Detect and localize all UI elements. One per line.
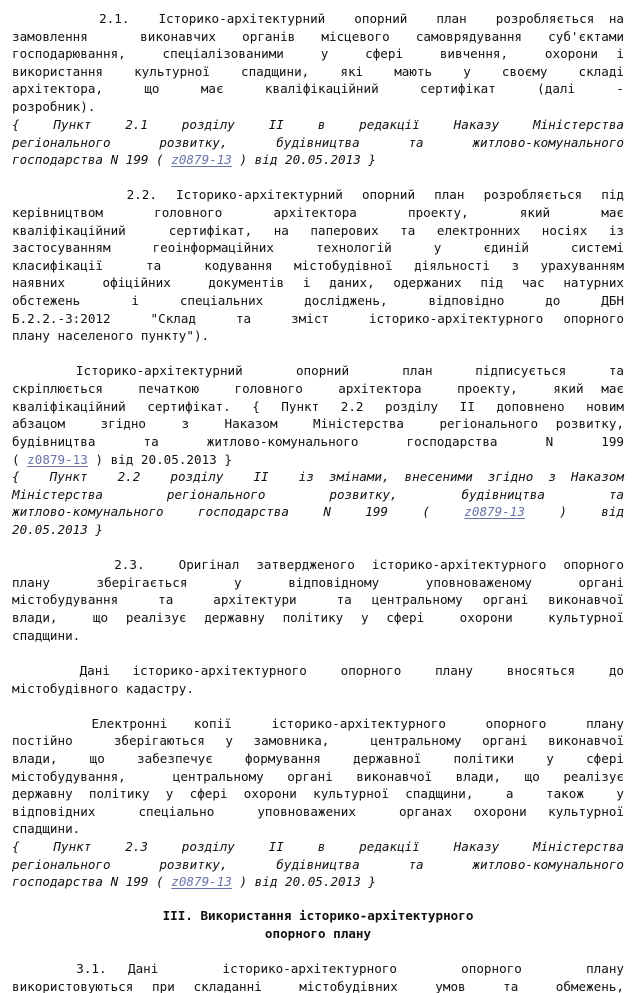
text-line: наявних офіційних документів і даних, одержаних під час натурних (12, 275, 624, 290)
text-line: відповідних спеціально уповноважених органах охорони культурної (12, 804, 624, 819)
text-line: Дані історико-архітектурного опорного плану вносяться до (12, 663, 624, 678)
section-heading: опорного плану (264, 926, 372, 941)
text-segment: ) від 20.05.2013 } (231, 874, 376, 889)
text-line: державну політику у сфері охорони культурної спадщини, а також у (12, 786, 624, 801)
amendment-note-line (12, 873, 624, 891)
amendment-note-line: 20.05.2013 } (12, 522, 103, 537)
text-line: влади, що реалізує державну політику у сфері охорони культурної (12, 610, 624, 625)
text-line: плану населеного пункту"). (12, 328, 210, 343)
document-link[interactable]: z0879-13 (171, 874, 232, 889)
amendment-note-line: { Пункт 2.3 розділу II в редакції Наказу Міністерства (12, 839, 624, 854)
document-link[interactable]: z0879-13 (171, 152, 232, 167)
text-line: плану зберігається у відповідному уповноваженому органі (12, 575, 624, 590)
section-heading: III. Використання історико-архітектурного (162, 908, 474, 923)
text-segment: ) від (524, 504, 624, 519)
amendment-note-line: { Пункт 2.2 розділу II із змінами, внесеними згідно з Наказом (12, 469, 624, 484)
text-line (12, 697, 624, 715)
text-line: 2.1. Історико-архітектурний опорний план розробляється на (12, 11, 624, 26)
text-segment: господарства N 199 ( (12, 874, 172, 889)
text-line: господарювання, спеціалізованими у сфері вивчення, охорони і (12, 46, 624, 61)
text-line: Електронні копії історико-архітектурного опорного плану (12, 716, 624, 731)
text-line: постійно зберігаються у замовника, центральному органі виконавчої (12, 733, 624, 748)
text-line (12, 943, 624, 961)
text-line: архітектора, що має кваліфікаційний сертифікат (далі - (12, 81, 624, 96)
text-line: спадщини. (12, 821, 81, 836)
text-line: розробник). (12, 99, 96, 114)
text-line: керівництвом головного архітектора проекту, який має (12, 205, 624, 220)
text-line: Історико-архітектурний опорний план підписується та (12, 363, 624, 378)
text-line (12, 451, 624, 469)
text-line: використовуються при складанні містобудівних умов та обмежень, (12, 979, 624, 993)
text-segment: ) від 20.05.2013 } (231, 152, 376, 167)
text-line: застосуванням геоінформаційних технологій у єдиній системі (12, 240, 624, 255)
text-line: влади, що забезпечує формування державної політики у сфері (12, 751, 624, 766)
text-line (12, 539, 624, 557)
text-line: спадщини. (12, 628, 81, 643)
text-line: будівництва та житлово-комунального господарства N 199 (12, 434, 624, 449)
amendment-note-line (12, 503, 624, 521)
document-link[interactable]: z0879-13 (464, 504, 525, 519)
amendment-note-line (12, 151, 624, 169)
document-link[interactable]: z0879-13 (27, 452, 88, 467)
text-line: скріплюється печаткою головного архітектора проекту, який має (12, 381, 624, 396)
amendment-note-line: регіонального розвитку, будівництва та житлово-комунального (12, 857, 624, 872)
text-line (12, 345, 624, 363)
text-line: 2.3. Оригінал затвердженого історико-архітектурного опорного (12, 557, 624, 572)
text-line: містобудівного кадастру. (12, 681, 194, 696)
text-line: обстежень і спеціальних досліджень, відповідно до ДБН (12, 293, 624, 308)
text-segment: житлово-комунального господарства N 199 ( (12, 504, 465, 519)
text-line (12, 169, 624, 187)
text-segment: ) від 20.05.2013 } (87, 452, 232, 467)
text-line: замовлення виконавчих органів місцевого самоврядування суб'єктами (12, 29, 624, 44)
amendment-note-line: Міністерства регіонального розвитку, будівництва та (12, 487, 624, 502)
text-line: Б.2.2.-3:2012 "Склад та зміст історико-архітектурного опорного (12, 311, 624, 326)
text-segment: господарства N 199 ( (12, 152, 172, 167)
text-line: використання культурної спадщини, які мають у своєму складі (12, 64, 624, 79)
text-line: кваліфікаційний сертифікат. { Пункт 2.2 розділу II доповнено новим (12, 399, 624, 414)
amendment-note-line: регіонального розвитку, будівництва та житлово-комунального (12, 135, 624, 150)
text-line: 2.2. Історико-архітектурний опорний план розробляється під (12, 187, 624, 202)
text-segment: ( (12, 452, 28, 467)
text-line: 3.1. Дані історико-архітектурного опорного плану (12, 961, 624, 976)
text-line: кваліфікаційний сертифікат, на паперових та електронних носіях із (12, 223, 624, 238)
text-line (12, 644, 624, 662)
text-line: абзацом згідно з Наказом Міністерства регіонального розвитку, (12, 416, 624, 431)
amendment-note-line: { Пункт 2.1 розділу II в редакції Наказу Міністерства (12, 117, 624, 132)
text-line: класифікації та кодування містобудівної діяльності з урахуванням (12, 258, 624, 273)
text-line: містобудування та архітектури та центральному органі виконавчої (12, 592, 624, 607)
text-line: містобудування, центральному органі виконавчої влади, що реалізує (12, 769, 624, 784)
